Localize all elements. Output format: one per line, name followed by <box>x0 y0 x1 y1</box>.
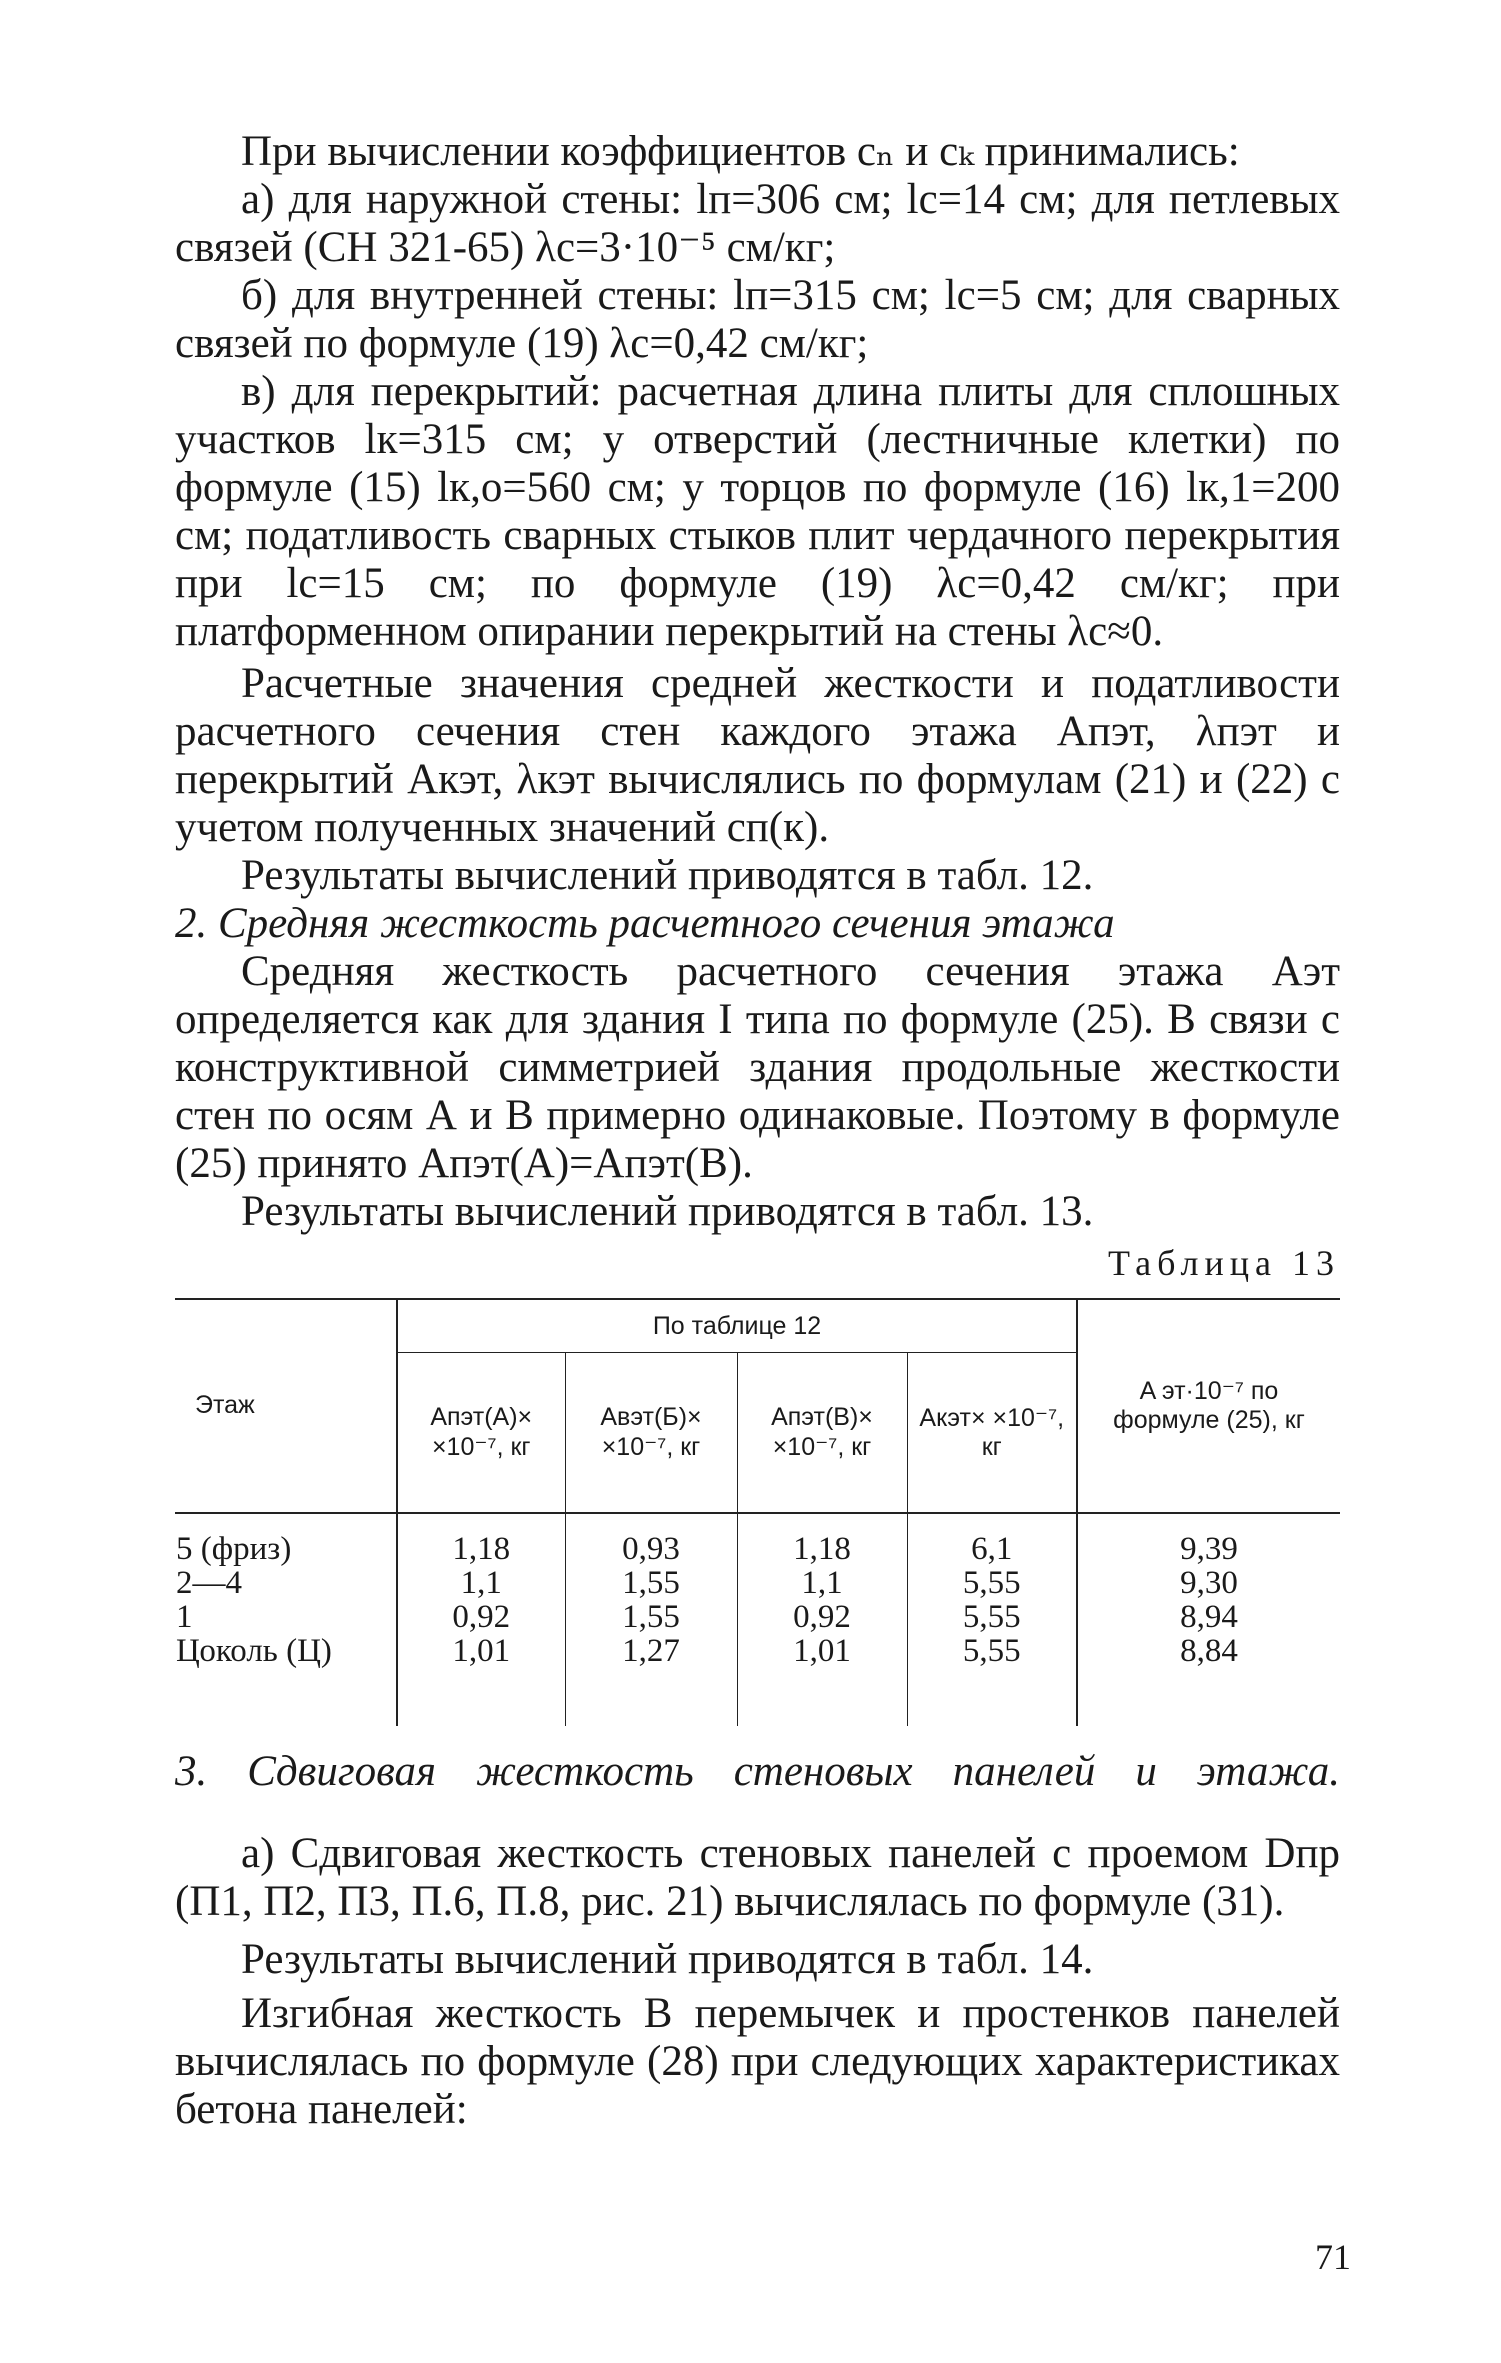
cell-col4: 6,1 5,55 5,55 5,55 <box>907 1513 1077 1726</box>
page-body <box>175 128 1340 2134</box>
header-sub-1: Aпэт(A)× ×10⁻⁷, кг <box>397 1353 565 1513</box>
paragraph-intro: При вычислении коэффициентов cₙ и cₖ принимались: <box>241 128 1240 175</box>
paragraph-results-14: Результаты вычислений приводятся в табл. 14. <box>241 1935 1094 1983</box>
paragraph-bending: Изгибная жесткость B перемычек и простенков панелей вычислялась по формуле (28) при следующих характеристиках бетона панелей: <box>175 1989 1340 2133</box>
paragraph-results-12: Результаты вычислений приводятся в табл. 12. <box>241 852 1094 899</box>
table-13 <box>175 1298 1340 1726</box>
paragraph-shear: а) Сдвиговая жесткость стеновых панелей с проемом Dпр (П1, П2, П3, П.6, П.8, рис. 21) вычислялась по формуле (31). <box>175 1829 1340 1925</box>
paragraph-inner-wall: б) для внутренней стены: lп=315 см; lс=5 см; для сварных связей по формуле (19) λс=0,42 см/кг; <box>175 272 1340 367</box>
header-sub-3: Aпэт(B)× ×10⁻⁷, кг <box>737 1353 907 1513</box>
cell-col2: 0,93 1,55 1,55 1,27 <box>565 1513 737 1726</box>
cell-floors: 5 (фриз) 2—4 1 Цоколь (Ц) <box>175 1513 397 1726</box>
header-avg-stiffness: A эт·10⁻⁷ по формуле (25), кг <box>1113 1377 1305 1435</box>
paragraph-floors: в) для перекрытий: расчетная длина плиты для сплошных участков lк=315 см; у отверстий (лестничные клетки) по формуле (15) lк,о=560 см; у торцов по формуле (16) lк,1=200 см; податливость сварных стыков плит чердачного перекрытия при lс=15 см; по формуле (19) λс=0,42 см/кг; при платформенном опирании перекрытий на стены λс≈0. <box>175 368 1340 655</box>
cell-col1: 1,18 1,1 0,92 1,01 <box>397 1513 565 1726</box>
paragraph-avg-stiffness: Средняя жесткость расчетного сечения этажа Aэт определяется как для здания I типа по формуле (25). В связи с конструктивной симметрией здания продольные жесткости стен по осям А и В примерно одинаковые. Поэтому в формуле (25) принято Aпэт(A)=Aпэт(B). <box>175 948 1340 1187</box>
paragraph-results-13: Результаты вычислений приводятся в табл. 13. <box>241 1188 1094 1235</box>
header-floor: Этаж <box>175 1299 397 1513</box>
paragraph-outer-wall: а) для наружной стены: lп=306 см; lс=14 см; для петлевых связей (СН 321-65) λс=3·10⁻⁵ см/кг; <box>175 176 1340 271</box>
cell-col5: 9,39 9,30 8,94 8,84 <box>1180 1530 1238 1669</box>
table-caption: Таблица 13 <box>1108 1243 1340 1283</box>
header-sub-4: Aкэт× ×10⁻⁷, кг <box>907 1353 1077 1513</box>
header-group: По таблице 12 <box>397 1299 1077 1353</box>
header-sub-2: Aвэт(Б)× ×10⁻⁷, кг <box>565 1353 737 1513</box>
section-heading-3: 3. Сдвиговая жесткость стеновых панелей и этажа. <box>175 1747 1340 1795</box>
section-heading-2: 2. Средняя жесткость расчетного сечения этажа <box>175 900 1115 947</box>
cell-col3: 1,18 1,1 0,92 1,01 <box>737 1513 907 1726</box>
paragraph-calc-values: Расчетные значения средней жесткости и податливости расчетного сечения стен каждого этажа Aпэт, λпэт и перекрытий Aкэт, λкэт вычислялись по формулам (21) и (22) с учетом полученных значений cп(к). <box>175 660 1340 851</box>
page-number: 71 <box>1315 2237 1351 2277</box>
